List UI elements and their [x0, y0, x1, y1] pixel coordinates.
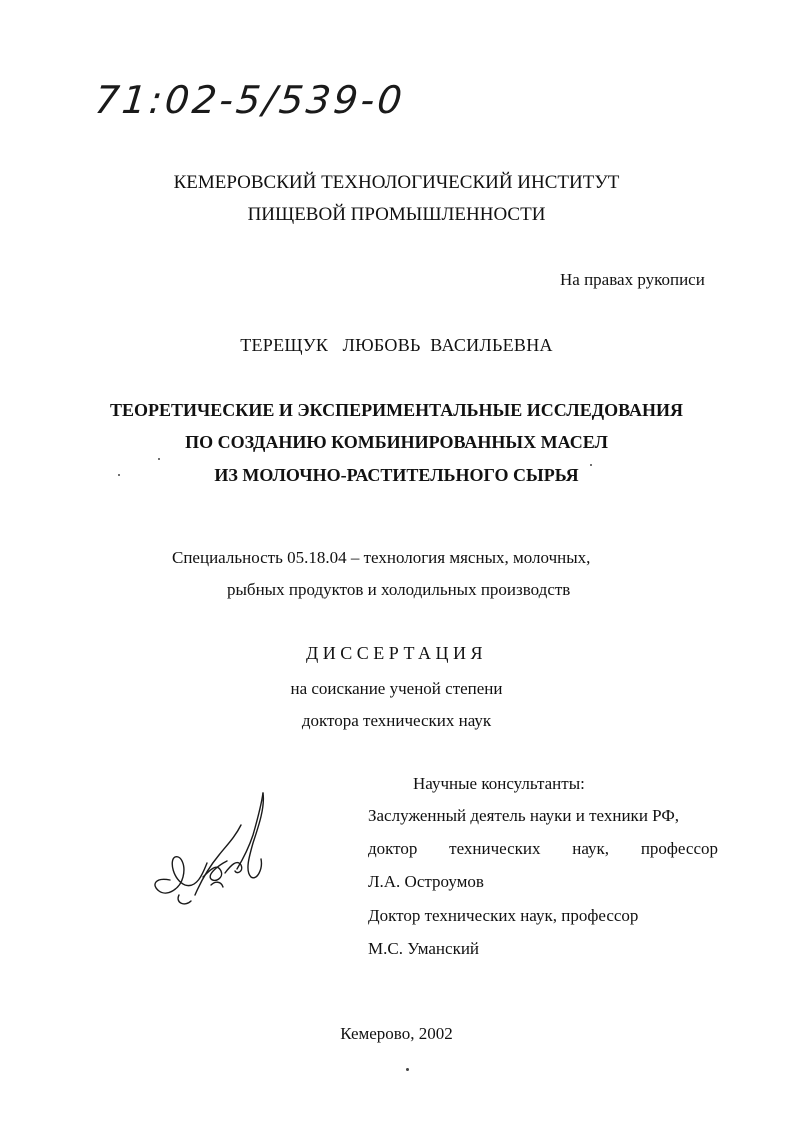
consultant1-degree: [368, 839, 718, 859]
place-year: Кемерово, 2002: [340, 1024, 453, 1043]
title-line1: ТЕОРЕТИЧЕСКИЕ И ЭКСПЕРИМЕНТАЛЬНЫЕ ИССЛЕДОВАНИЯ: [110, 400, 683, 420]
author-name: ТЕРЕЩУК ЛЮБОВЬ ВАСИЛЬЕВНА: [240, 335, 553, 355]
rights-note: На правах рукописи: [560, 270, 705, 289]
consultant1-degree-word: наук,: [572, 839, 610, 858]
consultant2-title: Доктор технических наук, профессор: [368, 906, 639, 925]
title-line2: ПО СОЗДАНИЮ КОМБИНИРОВАННЫХ МАСЕЛ: [185, 432, 608, 452]
institute-name-line2: ПИЩЕВОЙ ПРОМЫШЛЕННОСТИ: [247, 204, 546, 225]
dissertation-degree-line1: на соискание ученой степени: [290, 679, 503, 698]
consultant1-degree-word: технических: [449, 839, 541, 858]
consultant1-title: Заслуженный деятель науки и техники РФ,: [368, 806, 680, 825]
consultant1-degree-word: профессор: [640, 839, 718, 858]
paper-speck: [590, 464, 592, 466]
paper-speck: [118, 474, 120, 476]
paper-speck: [158, 458, 160, 460]
archive-number-handwritten: 71:02-5/539-0: [92, 78, 407, 122]
consultants-heading: Научные консультанты:: [413, 774, 585, 793]
specialty-line1: Специальность 05.18.04 – технология мясных, молочных,: [172, 548, 591, 567]
signature: [145, 785, 275, 920]
dissertation-degree-line2: доктора технических наук: [301, 711, 492, 730]
paper-speck: [406, 1068, 409, 1071]
title-line3: ИЗ МОЛОЧНО-РАСТИТЕЛЬНОГО СЫРЬЯ: [214, 465, 579, 485]
consultant1-name: Л.А. Остроумов: [368, 872, 484, 891]
specialty-line2: рыбных продуктов и холодильных производств: [227, 580, 571, 599]
institute-name-line1: КЕМЕРОВСКИЙ ТЕХНОЛОГИЧЕСКИЙ ИНСТИТУТ: [173, 172, 620, 193]
dissertation-heading: ДИССЕРТАЦИЯ: [305, 643, 488, 663]
consultant2-name: М.С. Уманский: [368, 939, 480, 958]
consultant1-degree-word: доктор: [368, 839, 418, 858]
